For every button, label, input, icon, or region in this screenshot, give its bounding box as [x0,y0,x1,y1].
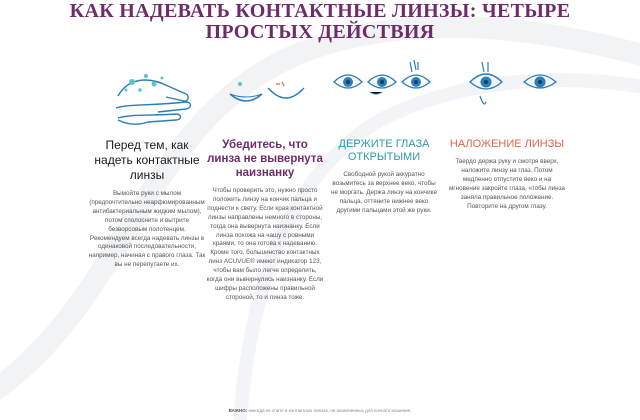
step-4-illustration [448,56,566,138]
step-1 [88,56,206,270]
page-title [0,0,640,43]
step-2 [206,56,324,303]
title-line-2: ПРОСТЫХ ДЕЙСТВИЯ [205,21,435,43]
step-3-illustration [330,56,438,138]
step-3 [330,56,438,216]
title-line-1: КАК НАДЕВАТЬ КОНТАКТНЫЕ ЛИНЗЫ: ЧЕТЫРЕ [69,0,571,22]
step-3-heading: ДЕРЖИТЕ ГЛАЗА ОТКРЫТЫМИ [338,138,430,163]
footnote [0,408,640,413]
step-2-heading: Убедитесь, что линза не вывернута наизнанку [207,139,323,179]
step-2-body: Чтобы проверить это, нужно просто положить линзу на кончик пальца и поднести к свету. Если края контактной линзы направлены немного в стороны, тогда она вывернута наизнанку. Если линза похожа на чашу с ровными краями, то она готова к надеванию. Кроме того, большинство контактных линз ACUVUE® имеют индикатор 123, чтобы вам было легче определить, когда они вывернулись наизнанку. Если шифры расположены правильной стороной, то и линза тоже. [206,187,324,301]
step-4 [448,56,566,211]
hand-wash-icon [88,56,206,138]
step-4-heading: НАЛОЖЕНИЕ ЛИНЗЫ [449,138,565,150]
lens-check-icon [206,56,324,138]
footnote-label: ВАЖНО: [228,408,248,413]
step-2-illustration [206,56,324,138]
step-1-body: Вымойте руки с мылом (предпочтительно неарфюмированным антибактериальным жидким мылом), потом сполосните и вытрите безворсовым полотенцем. Рекомендуем всегда надевать линзы в одинаковой последовательности, например, начиная с правого глаза. Так вы не перепутаете их. [88,190,206,269]
footnote-text: никогда не спите в контактных линзах, не назначенных для ночного ношения. [247,408,412,413]
step-4-body: Твердо держа руку и смотря вверх, наложите линзу на глаз. Потом медленно отпустите веко и на мгновение закройте глаза, чтобы линза заняла правильное положение. Повторите на другом глазу. [448,158,566,210]
open-eye-icon [330,56,438,138]
step-1-heading: Перед тем, как надеть контактные линзы [94,138,200,182]
lens-apply-icon [448,56,566,138]
step-3-body: Свободной рукой аккуратно возьмитесь за верхнее веко, чтобы не моргать. Держа линзу на кончике пальца, оттяните нижнее веко другими пальцами этой же руки. [330,171,438,214]
step-1-illustration [88,56,206,138]
